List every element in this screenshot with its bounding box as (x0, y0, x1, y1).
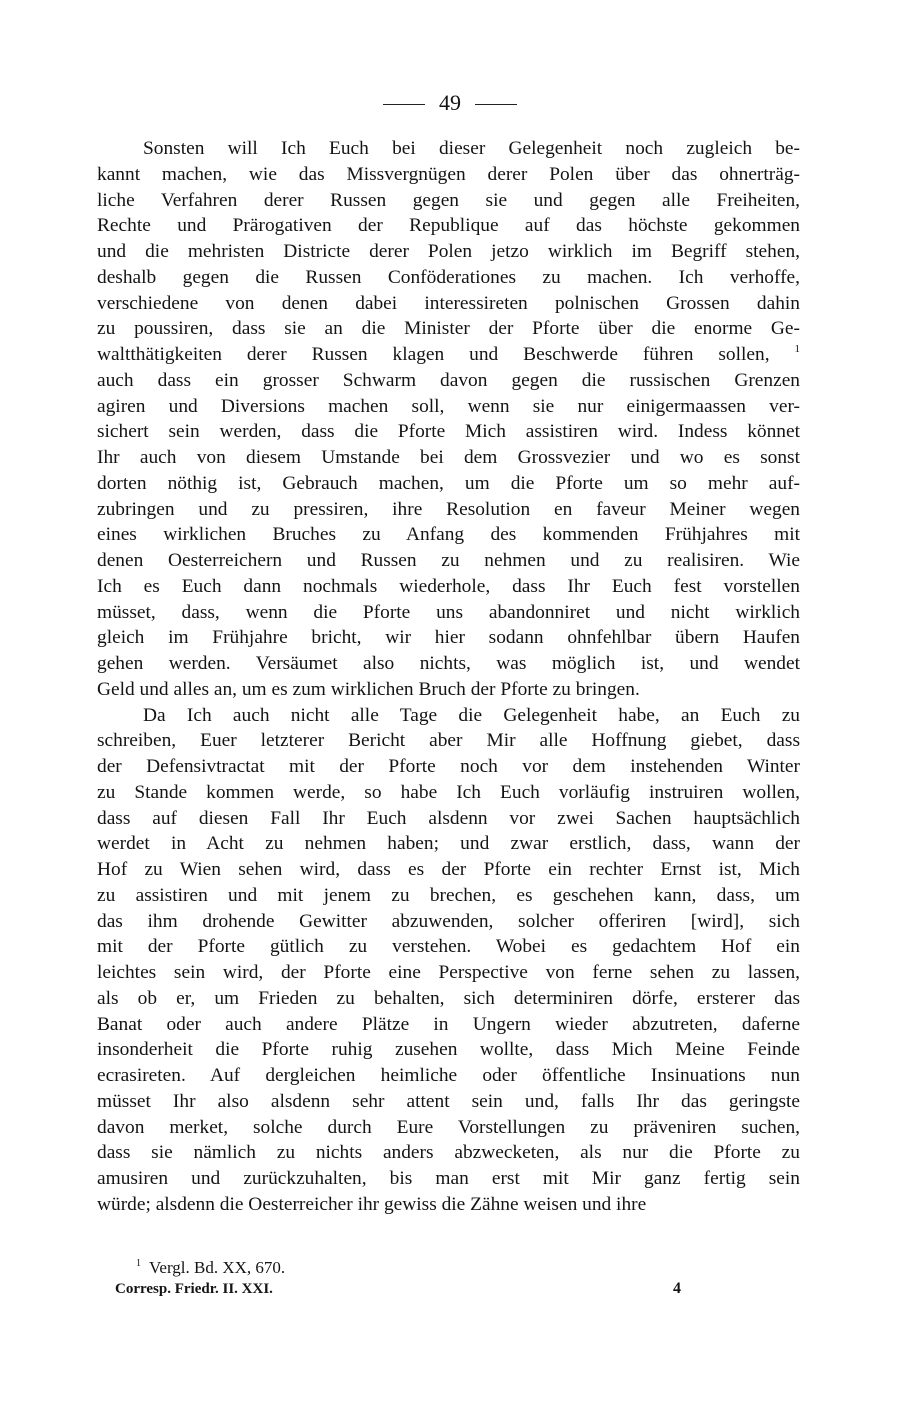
paragraph-1 (97, 136, 800, 703)
text-line: insonderheit die Pforte ruhig zusehen wollte, dass Mich Meine Feinde (97, 1039, 800, 1061)
text-line: dass sie nämlich zu nichts anders abzwecketen, als nur die Pforte zu (97, 1142, 800, 1164)
sheet-signature (115, 1277, 695, 1301)
text-line: eines wirklichen Bruches zu Anfang des kommenden Frühjahres mit (97, 524, 800, 546)
text-line: dass auf diesen Fall Ihr Euch alsdenn vor zwei Sachen hauptsächlich (97, 807, 800, 829)
text-line: gleich im Frühjahre bricht, wir hier sodann ohnfehlbar übern Haufen (97, 627, 800, 649)
signature-title: Corresp. Friedr. II. XXI. (115, 1281, 273, 1297)
footnote-text: Vergl. Bd. XX, 670. (149, 1258, 286, 1277)
text-line: zubringen und zu pressiren, ihre Resolution en faveur Meiner wegen (97, 498, 800, 520)
text-line: der Defensivtractat mit der Pforte noch vor dem instehenden Winter (97, 756, 800, 777)
text-line: denen Oesterreichern und Russen zu nehmen und zu realisiren. Wie (97, 550, 800, 571)
text-line: waltthätigkeiten derer Russen klagen und Beschwerde führen sollen, $^1$ (97, 343, 800, 365)
text-line: kannt machen, wie das Missvergnügen derer Polen über das ohnerträg- (97, 163, 800, 185)
text-line: Da Ich auch nicht alle Tage die Gelegenheit habe, an Euch zu (143, 704, 800, 726)
text-line: davon merket, solche durch Eure Vorstellungen zu präveniren suchen, (97, 1116, 800, 1138)
page-number: 49 (439, 90, 461, 115)
running-head (0, 88, 900, 118)
text-line: gehen werden. Versäumet also nichts, was möglich ist, und wendet (97, 653, 800, 674)
text-line: würde; alsdenn die Oesterreicher ihr gewiss die Zähne weisen und ihre (97, 1193, 647, 1215)
text-line: Banat oder auch andere Plätze in Ungern wieder abzutreten, daferne (97, 1013, 800, 1035)
text-line: als ob er, um Frieden zu behalten, sich determiniren dörfe, ersterer das (97, 987, 800, 1009)
text-line: deshalb gegen die Russen Conföderationes zu machen. Ich verhoffe, (97, 266, 800, 288)
header-dash-right (475, 104, 517, 105)
text-line: Ihr auch von diesem Umstande bei dem Grossvezier und wo es sonst (97, 447, 800, 468)
text-line: mit der Pforte gütlich zu verstehen. Wobei es gedachtem Hof ein (97, 936, 800, 958)
sheet-number: 4 (673, 1280, 681, 1297)
text-line: ecrasireten. Auf dergleichen heimliche oder öffentliche Insinuations nun (97, 1065, 800, 1086)
text-line: Geld und alles an, um es zum wirklichen Bruch der Pforte zu bringen. (97, 678, 640, 700)
text-line: zu assistiren und mit jenem zu brechen, es geschehen kann, dass, um (97, 884, 800, 906)
footnote-reference: 1 (794, 343, 800, 355)
text-line: das ihm drohende Gewitter abzuwenden, solcher offeriren [wird], sich (97, 910, 800, 932)
text-line: müsset Ihr also alsdenn sehr attent sein und, falls Ihr das geringste (97, 1090, 800, 1112)
text-line: verschiedene von denen dabei interessireten polnischen Grossen dahin (97, 292, 800, 314)
text-line: Ich es Euch dann nochmals wiederhole, dass Ihr Euch fest vorstellen (97, 575, 800, 597)
text-line: Hof zu Wien sehen wird, dass es der Pforte ein rechter Ernst ist, Mich (97, 859, 800, 880)
text-line: schreiben, Euer letzterer Bericht aber Mir alle Hoffnung giebet, dass (97, 730, 800, 752)
body-text (97, 136, 800, 1218)
text-line: leichtes sein wird, der Pforte eine Perspective von ferne sehen zu lassen, (97, 962, 800, 983)
text-line: und die mehristen Districte derer Polen jetzo wirklich im Begriff stehen, (97, 241, 800, 262)
text-line: werdet in Acht zu nehmen haben; und zwar erstlich, dass, wann der (97, 833, 800, 855)
footnote (136, 1252, 285, 1280)
text-line: auch dass ein grosser Schwarm davon gegen die russischen Grenzen (97, 369, 800, 391)
text-line: liche Verfahren derer Russen gegen sie und gegen alle Freiheiten, (97, 189, 800, 211)
text-line: amusiren und zurückzuhalten, bis man erst mit Mir ganz fertig sein (97, 1168, 800, 1189)
text-line: Rechte und Prärogativen der Republique auf das höchste gekommen (97, 215, 800, 237)
footnote-marker: 1 (136, 1258, 141, 1269)
text-line: müsset, dass, wenn die Pforte uns abandonniret und nicht wirklich (97, 601, 800, 623)
header-dash-left (383, 104, 425, 105)
text-line: sichert sein werden, dass die Pforte Mich assistiren wird. Indess könnet (97, 421, 800, 443)
text-line: zu Stande kommen werde, so habe Ich Euch vorläufig instruiren wollen, (97, 781, 800, 803)
text-line: Sonsten will Ich Euch bei dieser Gelegenheit noch zugleich be- (143, 138, 800, 159)
text-line: zu poussiren, dass sie an die Minister der Pforte über die enorme Ge- (97, 318, 800, 340)
text-line: agiren und Diversions machen soll, wenn sie nur einigermaassen ver- (97, 395, 800, 417)
paragraph-2 (97, 703, 800, 1218)
text-line: dorten nöthig ist, Gebrauch machen, um die Pforte um so mehr auf- (97, 472, 800, 494)
